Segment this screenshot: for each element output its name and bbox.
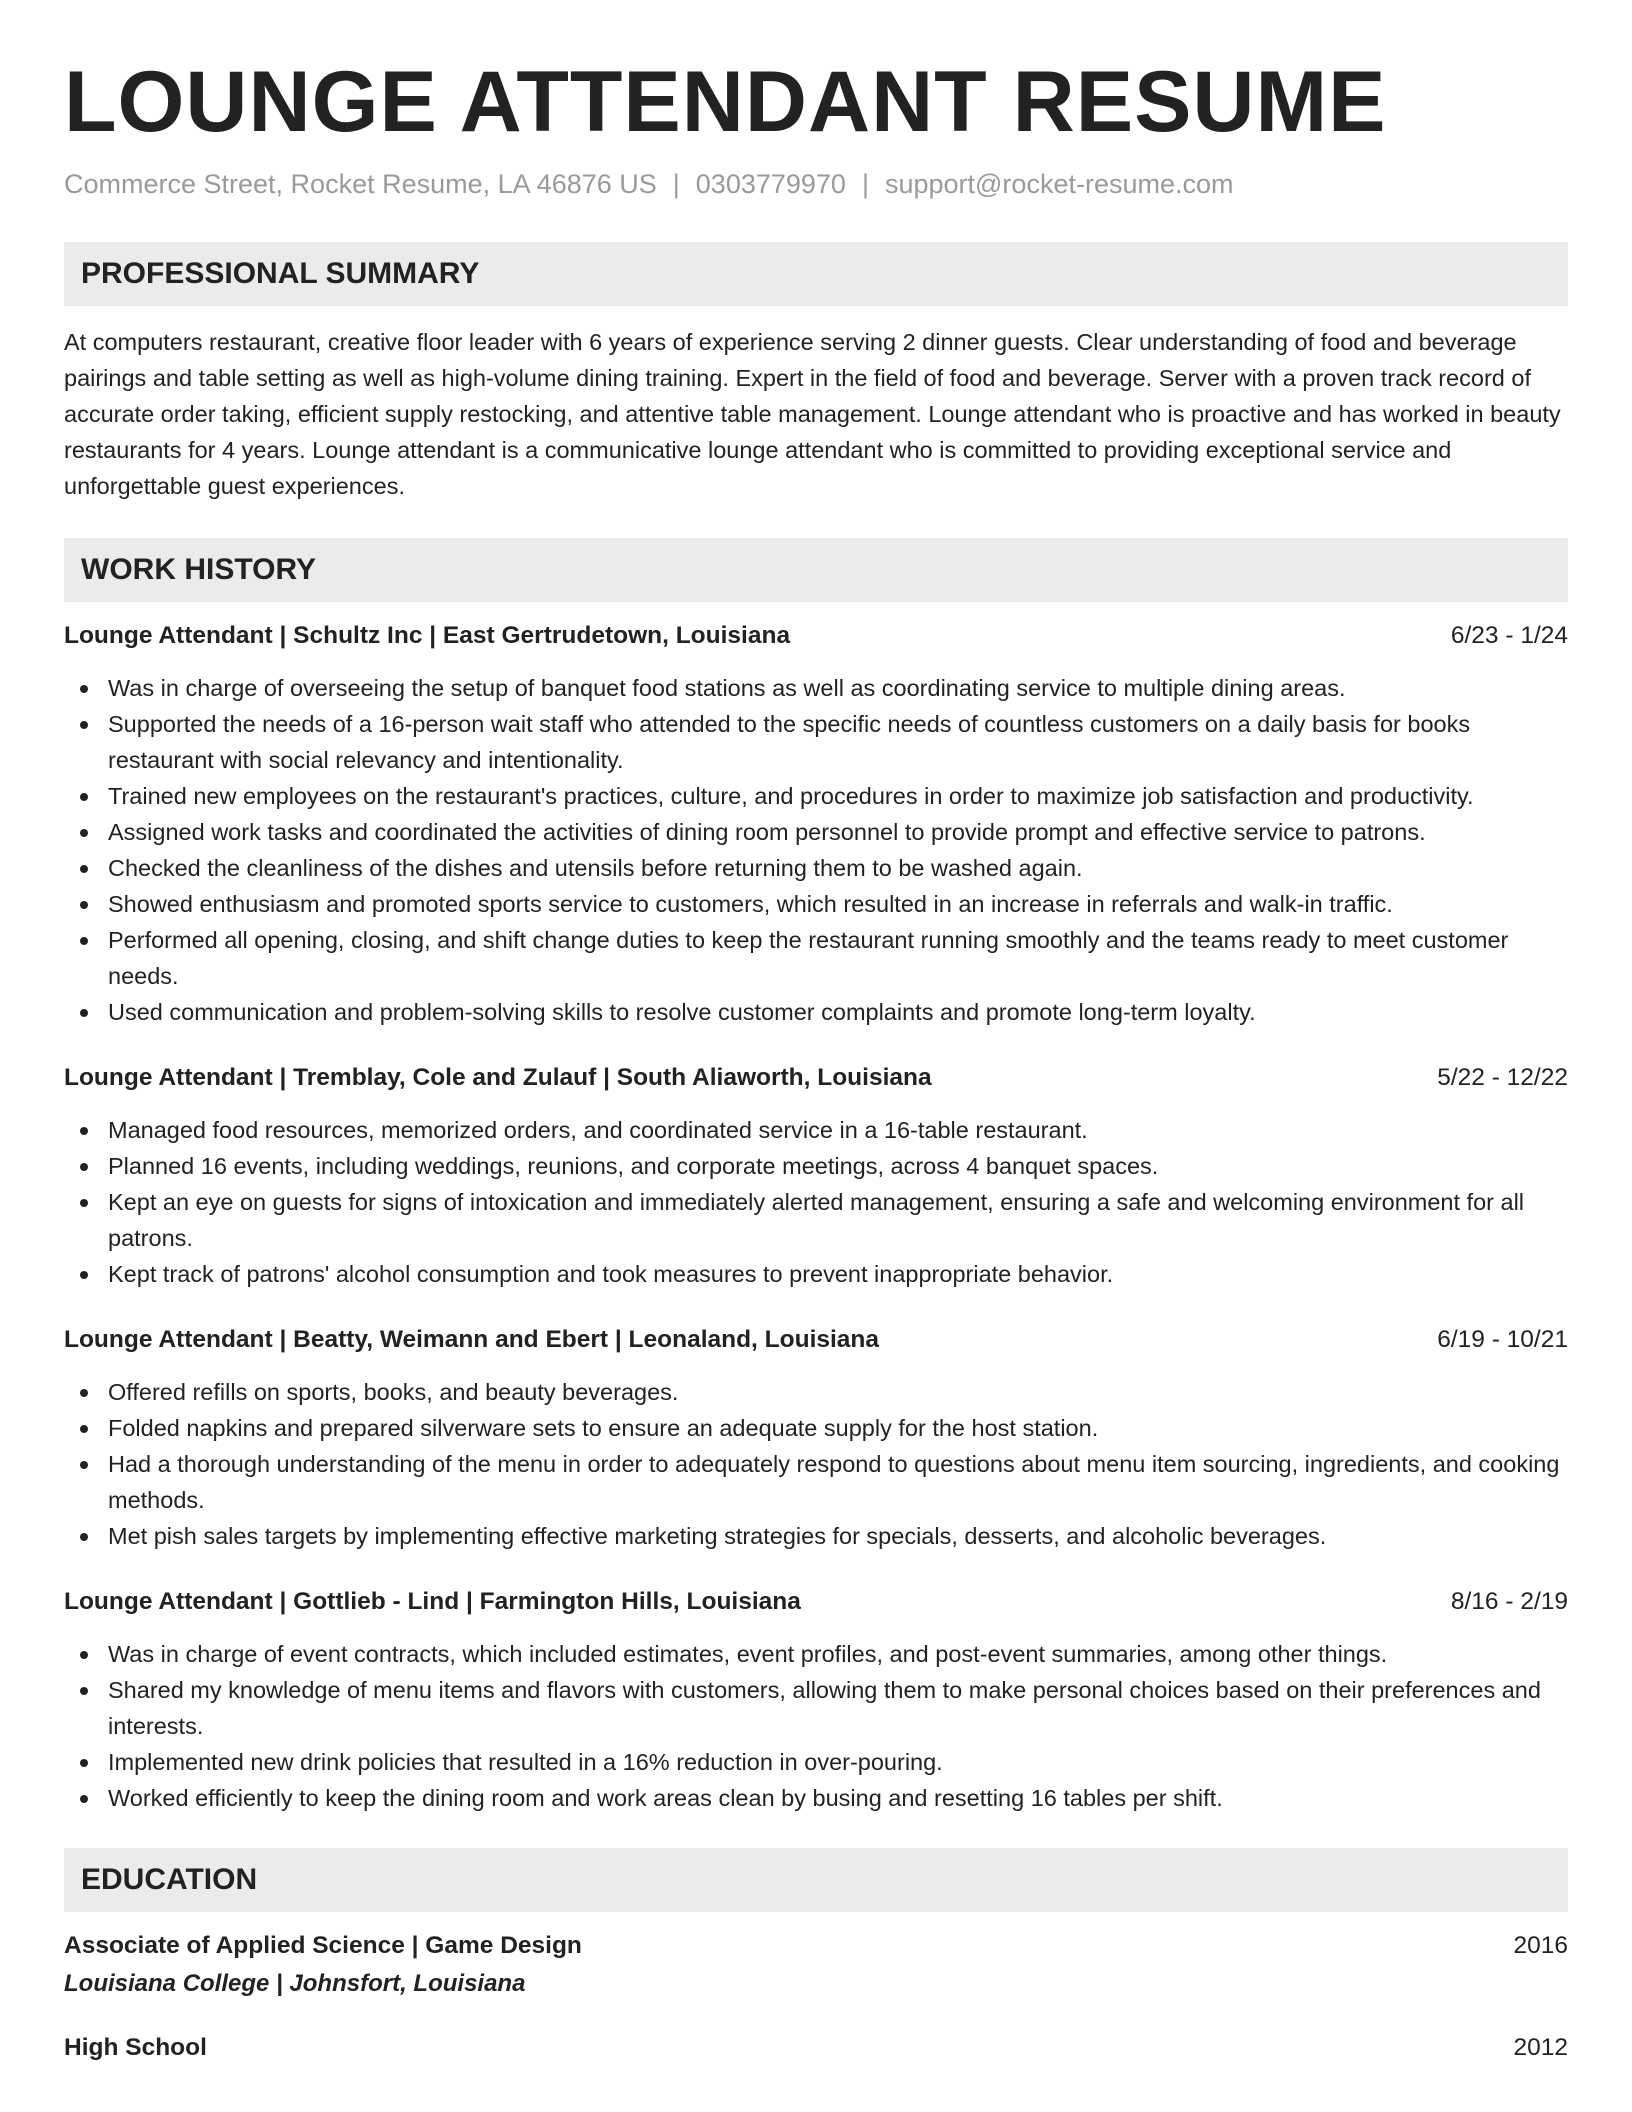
- job-header: [64, 1584, 1568, 1620]
- job-bullet: Worked efficiently to keep the dining room and work areas clean by busing and resetting 16 tables per shift.: [64, 1780, 1568, 1816]
- job-dates: 6/19 - 10/21: [1437, 1326, 1568, 1353]
- contact-email: support@rocket-resume.com: [884, 169, 1234, 199]
- education-entry: [64, 1928, 1568, 2004]
- job-title: Lounge Attendant | Tremblay, Cole and Zulauf | South Aliaworth, Louisiana: [64, 1064, 932, 1091]
- education-header: [64, 1928, 1568, 1964]
- job-bullet: Was in charge of overseeing the setup of banquet food stations as well as coordinating service to multiple dining areas.: [64, 670, 1568, 706]
- section-header-summary: PROFESSIONAL SUMMARY: [64, 242, 1568, 306]
- job-title: Lounge Attendant | Beatty, Weimann and Ebert | Leonaland, Louisiana: [64, 1326, 880, 1353]
- job-bullet: Folded napkins and prepared silverware sets to ensure an adequate supply for the host station.: [64, 1410, 1568, 1446]
- contact-separator: |: [672, 169, 680, 199]
- job-bullet: Implemented new drink policies that resulted in a 16% reduction in over-pouring.: [64, 1744, 1568, 1780]
- job-header: [64, 1322, 1568, 1358]
- summary-text: At computers restaurant, creative floor leader with 6 years of experience serving 2 dinner guests. Clear understanding of food and beverage pairings and table setting as well as high-volume dining training. Expert in the field of food and beverage. Server with a proven track record of accurate order taking, efficient supply restocking, and attentive table management. Lounge attendant who is proactive and has worked in beauty restaurants for 4 years. Lounge attendant is a communicative lounge attendant who is committed to providing exceptional service and unforgettable guest experiences.: [64, 329, 1561, 499]
- job-entry: [64, 1584, 1568, 1816]
- education-year: 2016: [1513, 1932, 1568, 1959]
- job-entry: [64, 618, 1568, 1030]
- job-entry: [64, 1322, 1568, 1554]
- education-degree: Associate of Applied Science | Game Design: [64, 1932, 582, 1959]
- job-dates: 6/23 - 1/24: [1450, 622, 1568, 649]
- education-school: Louisiana College | Johnsfort, Louisiana: [64, 1970, 526, 1997]
- section-header-education: EDUCATION: [64, 1848, 1568, 1912]
- job-header: [64, 618, 1568, 654]
- section-header-work-history: WORK HISTORY: [64, 538, 1568, 602]
- job-dates: 5/22 - 12/22: [1437, 1064, 1568, 1091]
- job-bullet: Planned 16 events, including weddings, reunions, and corporate meetings, across 4 banquet spaces.: [64, 1148, 1568, 1184]
- job-bullet: Had a thorough understanding of the menu in order to adequately respond to questions about menu item sourcing, ingredients, and cooking methods.: [64, 1446, 1568, 1518]
- job-bullet: Kept an eye on guests for signs of intoxication and immediately alerted management, ensuring a safe and welcoming environment for all patrons.: [64, 1184, 1568, 1256]
- education-header: [64, 2030, 1568, 2066]
- contact-separator: |: [861, 169, 869, 199]
- education-degree: High School: [64, 2034, 207, 2061]
- job-entry: [64, 1060, 1568, 1292]
- job-bullets: [64, 670, 1568, 1030]
- job-bullet: Checked the cleanliness of the dishes and utensils before returning them to be washed again.: [64, 850, 1568, 886]
- job-bullet: Kept track of patrons' alcohol consumption and took measures to prevent inappropriate behavior.: [64, 1256, 1568, 1292]
- resume-title: LOUNGE ATTENDANT RESUME: [64, 54, 1387, 150]
- job-bullet: Supported the needs of a 16-person wait staff who attended to the specific needs of countless customers on a daily basis for books restaurant with social relevancy and intentionality.: [64, 706, 1568, 778]
- job-bullet: Trained new employees on the restaurant's practices, culture, and procedures in order to maximize job satisfaction and productivity.: [64, 778, 1568, 814]
- contact-phone: 0303779970: [695, 169, 846, 199]
- education-entry: [64, 2030, 1568, 2066]
- job-bullet: Managed food resources, memorized orders, and coordinated service in a 16-table restaurant.: [64, 1112, 1568, 1148]
- job-bullet: Showed enthusiasm and promoted sports service to customers, which resulted in an increase in referrals and walk-in traffic.: [64, 886, 1568, 922]
- job-bullet: Met pish sales targets by implementing effective marketing strategies for specials, desserts, and alcoholic beverages.: [64, 1518, 1568, 1554]
- job-title: Lounge Attendant | Gottlieb - Lind | Farmington Hills, Louisiana: [64, 1588, 801, 1615]
- job-bullet: Assigned work tasks and coordinated the activities of dining room personnel to provide prompt and effective service to patrons.: [64, 814, 1568, 850]
- job-bullet: Shared my knowledge of menu items and flavors with customers, allowing them to make personal choices based on their preferences and interests.: [64, 1672, 1568, 1744]
- job-bullet: Performed all opening, closing, and shift change duties to keep the restaurant running smoothly and the teams ready to meet customer needs.: [64, 922, 1568, 994]
- job-bullets: [64, 1112, 1568, 1292]
- job-title: Lounge Attendant | Schultz Inc | East Gertrudetown, Louisiana: [64, 622, 791, 649]
- contact-address: Commerce Street, Rocket Resume, LA 46876 US: [64, 169, 657, 199]
- job-bullet: Was in charge of event contracts, which included estimates, event profiles, and post-event summaries, among other things.: [64, 1636, 1568, 1672]
- job-dates: 8/16 - 2/19: [1450, 1588, 1568, 1615]
- contact-line: [64, 166, 1568, 202]
- job-bullets: [64, 1374, 1568, 1554]
- job-bullet: Offered refills on sports, books, and beauty beverages.: [64, 1374, 1568, 1410]
- job-bullet: Used communication and problem-solving skills to resolve customer complaints and promote long-term loyalty.: [64, 994, 1568, 1030]
- job-bullets: [64, 1636, 1568, 1816]
- education-year: 2012: [1513, 2034, 1568, 2061]
- job-header: [64, 1060, 1568, 1096]
